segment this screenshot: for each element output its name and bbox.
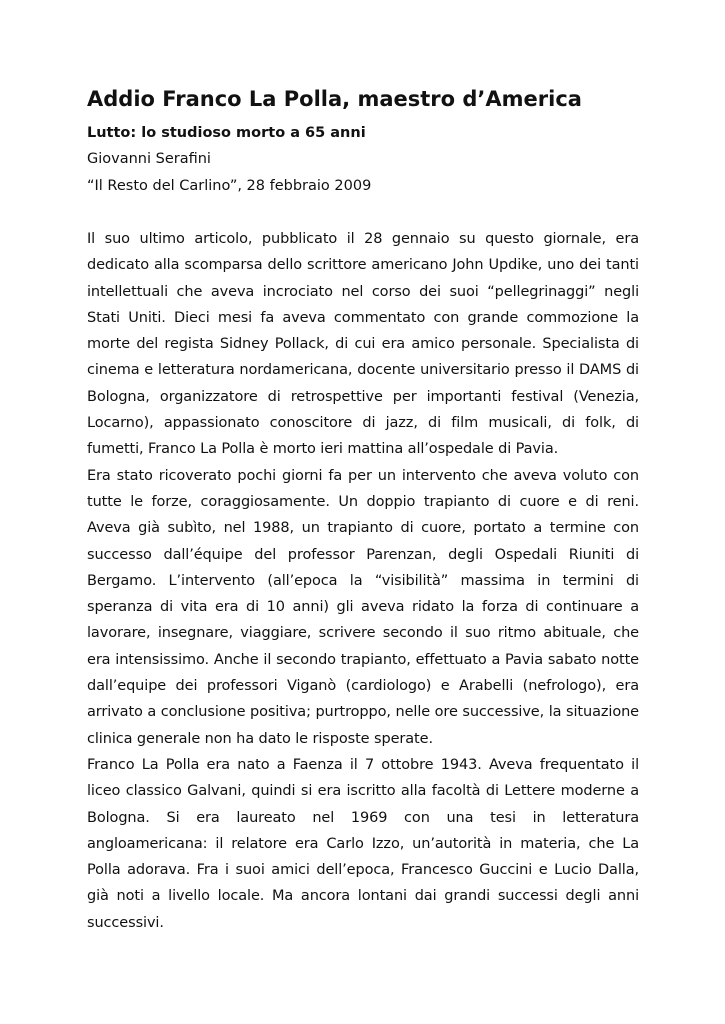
body-paragraph-3: Franco La Polla era nato a Faenza il 7 ottobre 1943. Aveva frequentato il liceo classico Galvani, quindi si era iscritto alla facoltà di Lettere moderne a Bologna. Si era laureato nel 1969 con una tesi in letteratura angloamericana: il relatore era Carlo Izzo, un’autorità in materia, che La Polla adorava. Fra i suoi amici dell’epoca, Francesco Guccini e Lucio Dalla, già noti a livello locale. Ma ancora lontani dai grandi successi degli anni successivi. <box>87 756 639 931</box>
body-paragraph-2: Era stato ricoverato pochi giorni fa per un intervento che aveva voluto con tutte le forze, coraggiosamente. Un doppio trapianto di cuore e di reni. Aveva già subìto, nel 1988, un trapianto di cuore, portato a termine con successo dall’équipe del professor Parenzan, degli Ospedali Riuniti di Bergamo. L’intervento (all’epoca la “visibilità” massima in termini di speranza di vita era di 10 anni) gli aveva ridato la forza di continuare a lavorare, insegnare, viaggiare, scrivere secondo il suo ritmo abituale, che era intensissimo. Anche il secondo trapianto, effettuato a Pavia sabato notte dall’equipe dei professori Viganò (cardiologo) e Arabelli (nefrologo), era arrivato a conclusione positiva; purtroppo, nelle ore successive, la situazione clinica generale non ha dato le risposte sperate. <box>87 467 639 747</box>
section-spacer <box>87 200 639 226</box>
article-title: Addio Franco La Polla, maestro d’America <box>87 87 582 111</box>
body-paragraph-1: Il suo ultimo articolo, pubblicato il 28 gennaio su questo giornale, era dedicato alla scomparsa dello scrittore americano John Updike, uno dei tanti intellettuali che aveva incrociato nel corso dei suoi “pellegrinaggi” negli Stati Uniti. Dieci mesi fa aveva commentato con grande commozione la morte del regista Sidney Pollack, di cui era amico personale. Specialista di cinema e letteratura nordamericana, docente universitario presso il DAMS di Bologna, organizzatore di retrospettive per importanti festival (Venezia, Locarno), appassionato conoscitore di jazz, di film musicali, di folk, di fumetti, Franco La Polla è morto ieri mattina all’ospedale di Pavia. <box>87 231 639 458</box>
article-author: Giovanni Serafini <box>87 151 211 167</box>
article-source: “Il Resto del Carlino”, 28 febbraio 2009 <box>87 178 372 194</box>
article-subtitle: Lutto: lo studioso morto a 65 anni <box>87 125 366 141</box>
document-page <box>87 84 639 936</box>
